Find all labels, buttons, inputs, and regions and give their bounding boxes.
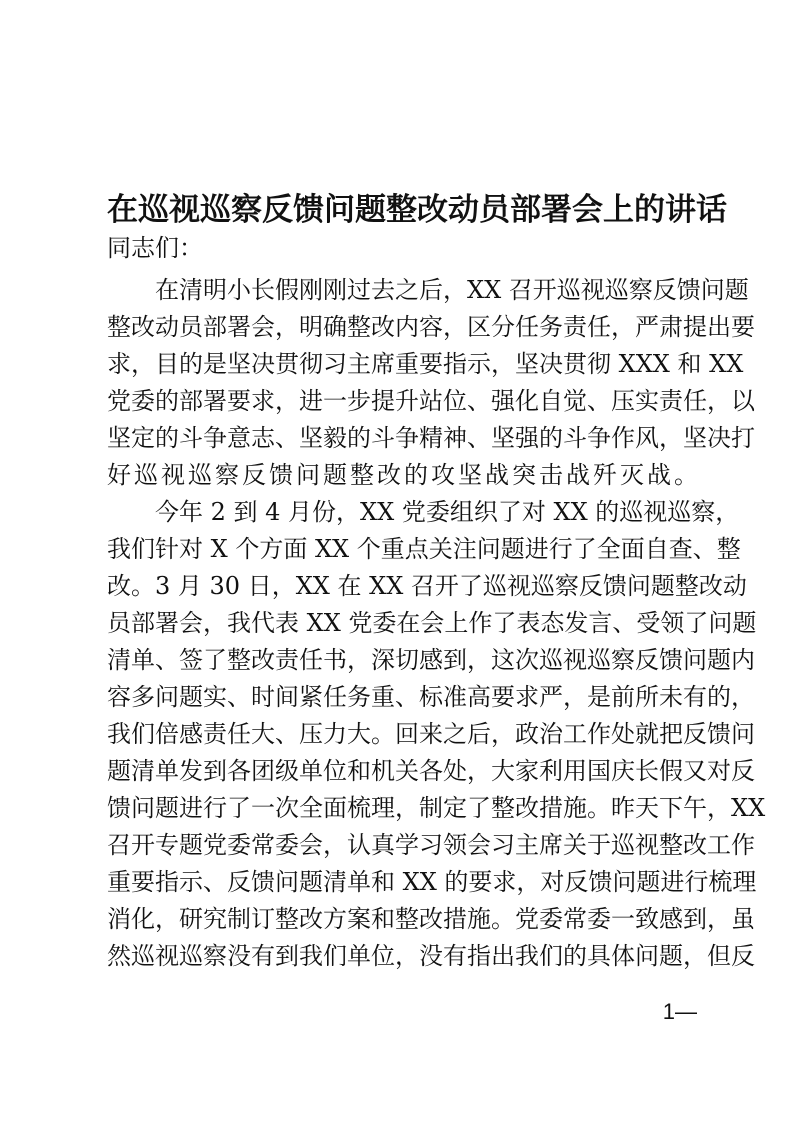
text-line: 求，目的是坚决贯彻习主席重要指示，坚决贯彻 XXX 和 XX — [107, 350, 744, 378]
text-line: 在清明小长假刚刚过去之后，XX 召开巡视巡察反馈问题 — [155, 276, 749, 304]
text-line: 召开专题党委常委会，认真学习领会习主席关于巡视整改工作 — [107, 831, 755, 859]
text-line: 党委的部署要求，进一步提升站位、强化自觉、压实责任，以 — [107, 387, 755, 415]
text-line: 清单、签了整改责任书，深切感到，这次巡视巡察反馈问题内 — [107, 646, 755, 674]
text-line: 馈问题进行了一次全面梳理，制定了整改措施。昨天下午，XX — [107, 794, 766, 822]
paragraph-1 — [107, 272, 755, 494]
text-line: 好巡视巡察反馈问题整改的攻坚战突击战歼灭战。 — [107, 461, 701, 489]
text-line: 消化，研究制订整改方案和整改措施。党委常委一致感到，虽 — [107, 905, 755, 933]
text-line: 我们针对 X 个方面 XX 个重点关注问题进行了全面自查、整 — [107, 535, 741, 563]
text-line: 员部署会，我代表 XX 党委在会上作了表态发言、受领了问题 — [107, 609, 757, 637]
salutation: 同志们： — [107, 234, 203, 262]
text-line: 然巡视巡察没有到我们单位，没有指出我们的具体问题，但反 — [107, 942, 755, 970]
paragraph-2 — [107, 494, 766, 975]
text-line: 我们倍感责任大、压力大。回来之后，政治工作处就把反馈问 — [107, 720, 755, 748]
document-body — [107, 272, 766, 975]
page-number: 1— — [662, 999, 697, 1024]
text-line: 容多问题实、时间紧任务重、标准高要求严，是前所未有的， — [107, 683, 755, 711]
text-line: 重要指示、反馈问题清单和 XX 的要求，对反馈问题进行梳理 — [107, 868, 757, 896]
text-line: 改。3 月 30 日，XX 在 XX 召开了巡视巡察反馈问题整改动 — [107, 572, 747, 600]
text-line: 整改动员部署会，明确整改内容，区分任务责任，严肃提出要 — [107, 313, 755, 341]
text-line: 题清单发到各团级单位和机关各处，大家利用国庆长假又对反 — [107, 757, 755, 785]
document-title: 在巡视巡察反馈问题整改动员部署会上的讲话 — [107, 192, 727, 228]
text-line: 今年 2 到 4 月份，XX 党委组织了对 XX 的巡视巡察， — [155, 498, 740, 526]
text-line: 坚定的斗争意志、坚毅的斗争精神、坚强的斗争作风，坚决打 — [107, 424, 755, 452]
